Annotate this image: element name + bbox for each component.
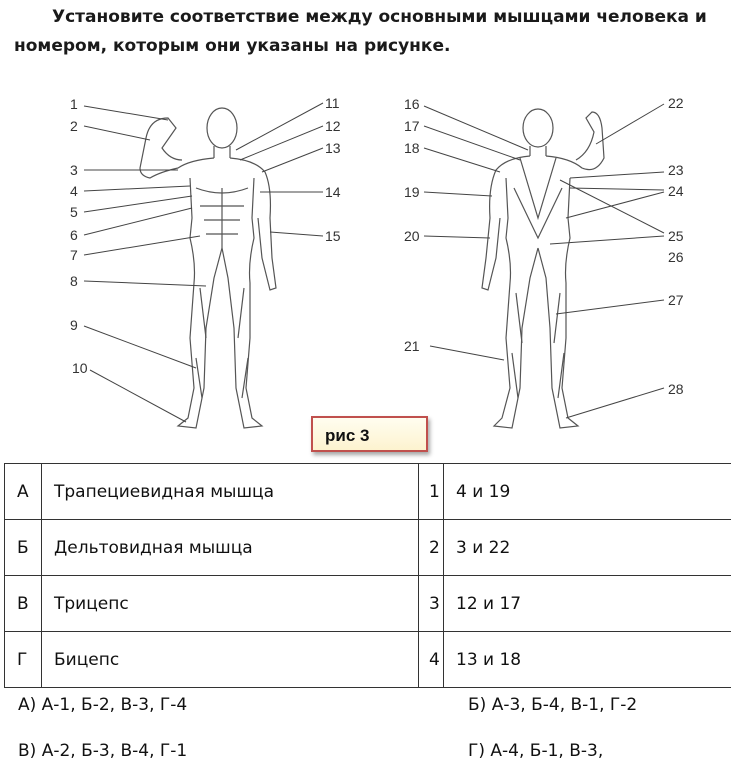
label-5: 5	[70, 204, 78, 220]
row-letter: А	[5, 464, 42, 520]
figure-caption: рис 3	[311, 416, 428, 452]
question-line-1: Установите соответствие между основными мышцами человека и	[52, 7, 707, 27]
label-1: 1	[70, 96, 78, 112]
label-9: 9	[70, 317, 78, 333]
option-pair: 13 и 18	[444, 632, 731, 688]
muscle-drawing	[0, 88, 731, 460]
option-pair: 3 и 22	[444, 520, 731, 576]
label-17: 17	[404, 118, 420, 134]
label-20: 20	[404, 228, 420, 244]
label-19: 19	[404, 184, 420, 200]
answer-option-d[interactable]: Г) А-4, Б-1, В-3,	[468, 741, 604, 761]
table-row	[5, 464, 731, 520]
answer-option-b[interactable]: Б) А-3, Б-4, В-1, Г-2	[468, 695, 638, 715]
muscle-name: Бицепс	[42, 632, 419, 688]
label-26: 26	[668, 249, 684, 265]
option-pair: 12 и 17	[444, 576, 731, 632]
muscle-name: Трапециевидная мышца	[42, 464, 419, 520]
label-22: 22	[668, 95, 684, 111]
label-21: 21	[404, 338, 420, 354]
muscle-name: Трицепс	[42, 576, 419, 632]
answer-option-a[interactable]: А) А-1, Б-2, В-3, Г-4	[18, 695, 188, 715]
option-number: 4	[419, 632, 444, 688]
label-28: 28	[668, 381, 684, 397]
label-18: 18	[404, 140, 420, 156]
label-10: 10	[72, 360, 88, 376]
option-number: 2	[419, 520, 444, 576]
muscle-name: Дельтовидная мышца	[42, 520, 419, 576]
row-letter: В	[5, 576, 42, 632]
label-4: 4	[70, 183, 78, 199]
option-number: 3	[419, 576, 444, 632]
row-letter: Б	[5, 520, 42, 576]
question-text	[14, 3, 726, 61]
table-row	[5, 520, 731, 576]
label-7: 7	[70, 247, 78, 263]
label-13: 13	[325, 140, 341, 156]
label-14: 14	[325, 184, 341, 200]
option-number: 1	[419, 464, 444, 520]
label-11: 11	[325, 95, 340, 111]
answer-option-c[interactable]: В) А-2, Б-3, В-4, Г-1	[18, 741, 188, 761]
label-27: 27	[668, 292, 684, 308]
question-line-2: номером, которым они указаны на рисунке.	[14, 36, 451, 56]
muscle-figure	[0, 88, 731, 460]
label-15: 15	[325, 228, 341, 244]
table-row	[5, 576, 731, 632]
row-letter: Г	[5, 632, 42, 688]
label-24: 24	[668, 183, 684, 199]
label-2: 2	[70, 118, 78, 134]
label-23: 23	[668, 162, 684, 178]
label-6: 6	[70, 227, 78, 243]
label-8: 8	[70, 273, 78, 289]
label-12: 12	[325, 118, 341, 134]
matching-table	[4, 463, 731, 688]
label-16: 16	[404, 96, 420, 112]
label-3: 3	[70, 162, 78, 178]
option-pair: 4 и 19	[444, 464, 731, 520]
table-row	[5, 632, 731, 688]
label-25: 25	[668, 228, 684, 244]
